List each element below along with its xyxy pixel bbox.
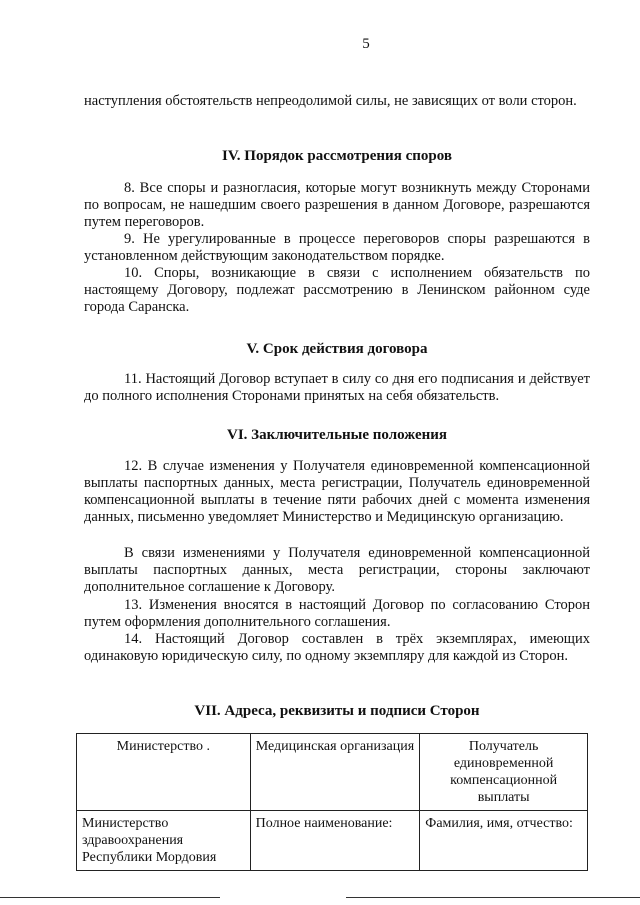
clause-13: 13. Изменения вносятся в настоящий Договор по согласованию Сторон путем оформления дополнительного соглашения.: [84, 597, 590, 630]
section-5-heading: V. Срок действия договора: [246, 341, 428, 357]
requisites-data-row: [77, 811, 588, 871]
section-7-heading: VII. Адреса, реквизиты и подписи Сторон: [194, 703, 480, 719]
clause-9: 9. Не урегулированные в процессе переговоров споры разрешаются в установленном действующим законодательством порядке.: [84, 231, 590, 264]
cell-full-name-label: Полное наименование:: [250, 811, 420, 871]
page-number: 5: [362, 36, 370, 52]
header-recipient: Получатель единовременной компенсационной выплаты: [420, 734, 588, 811]
clause-10: 10. Споры, возникающие в связи с исполнением обязательств по настоящему Договору, подлежат рассмотрению в Ленинском районном суде города Саранска.: [84, 265, 590, 315]
requisites-header-row: [77, 734, 588, 811]
cell-ministry-name: Министерство здравоохранения Республики Мордовия: [77, 811, 251, 871]
clause-12: 12. В случае изменения у Получателя единовременной компенсационной выплаты паспортных данных, места регистрации, Получатель единовременной компенсационной выплаты в течение пяти рабочих дней с момента изменения данных, письменно уведомляет Министерство и Медицинскую организацию.: [84, 458, 590, 525]
header-medical-organization: Медицинская организация: [250, 734, 420, 811]
section-4-heading: IV. Порядок рассмотрения споров: [222, 148, 452, 164]
header-ministry: Министерство .: [77, 734, 251, 811]
clause-11: 11. Настоящий Договор вступает в силу со дня его подписания и действует до полного исполнения Сторонами принятых на себя обязательств.: [84, 371, 590, 404]
clause-12-continuation: В связи изменениями у Получателя единовременной компенсационной выплаты паспортных данных, места регистрации, стороны заключают дополнительное соглашение к Договору.: [84, 545, 590, 595]
clause-8: 8. Все споры и разногласия, которые могут возникнуть между Сторонами по вопросам, не нашедшим своего разрешения в данном Договоре, разрешаются путем переговоров.: [84, 180, 590, 230]
clause-14: 14. Настоящий Договор составлен в трёх экземплярах, имеющих одинаковую юридическую силу, по одному экземпляру для каждой из Сторон.: [84, 631, 590, 664]
footer-line-right: [346, 897, 640, 898]
intro-paragraph: наступления обстоятельств непреодолимой силы, не зависящих от воли сторон.: [84, 93, 577, 109]
section-6-heading: VI. Заключительные положения: [227, 427, 447, 443]
cell-recipient-fio-label: Фамилия, имя, отчество:: [420, 811, 588, 871]
footer-line-left: [0, 897, 220, 898]
requisites-table: [76, 733, 588, 871]
